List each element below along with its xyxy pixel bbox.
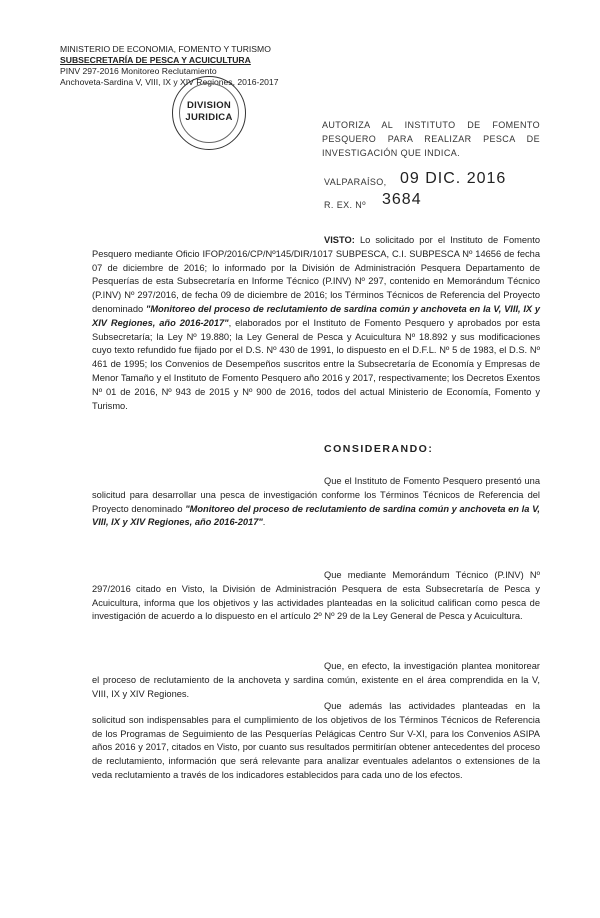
visto-text-2: , elaborados por el Instituto de Fomento Pesquero y aprobados por esta Subsecretaría; la Ley Nº 19.880; la Ley General de Pesca y Acuicultura Nº 18.892 y sus modificaciones cuyo texto refundido fue fijado por el D.S. Nº 430 de 1991, lo dispuesto en el D.F.L. Nº 5 de 1983, el D.S. Nº 461 de 1995; los Convenios de Desempeños suscritos entre la Subsecretaría de Economía y Empresas de Menor Tamaño y el Instituto de Fomento Pesquero año 2016 y 2017, respectivamente; los Decretos Exentos Nº 01 de 2016, Nº 943 de 2015 y Nº 900 de 2016, todos del actual Ministerio de Economía, Fomento y Turismo.: [92, 317, 541, 411]
division-juridica-seal: [172, 76, 246, 150]
rex-label: R. EX. Nº: [324, 200, 366, 210]
letterhead: [60, 44, 278, 88]
c3-text: Que, en efecto, la investigación plantea monitorear el proceso de reclutamiento de la anchoveta y sardina común, existente en el área comprendida en la V, VIII, IX y XIV Regiones.: [92, 661, 540, 699]
place-label: VALPARAÍSO,: [324, 177, 387, 187]
resolution-title: AUTORIZA AL INSTITUTO DE FOMENTO PESQUERO PARA REALIZAR PESCA DE INVESTIGACIÓN QUE INDICA.: [322, 120, 540, 158]
c4-text: Que además las actividades planteadas en la solicitud son indispensables para el cumplimiento de los objetivos de los Términos Técnicos de Referencia de los Programas de Seguimiento de las Pesquerías Pelágicas Centro Sur V-XI, para los Convenios ASIPA años 2016 y 2017, citados en Visto, por cuanto sus resultados permitirían obtener antecedentes del proceso de reclutamiento, información que será relevante para analizar eventuales adelantos o extensiones de la veda reclutamiento a través de los indicadores establecidos para cada uno de los efectos.: [92, 701, 540, 780]
reference-line-1: PINV 297-2016 Monitoreo Reclutamiento: [60, 66, 217, 76]
visto-paragraph: [92, 234, 540, 413]
visto-project-name: "Monitoreo del proceso de reclutamiento de sardina común y anchoveta en la V, VIII, IX y XIV Regiones, año 2016-2017": [92, 303, 541, 328]
considerando-paragraph-2: [92, 569, 540, 624]
considerando-heading: CONSIDERANDO:: [324, 443, 434, 455]
resolution-date: 09 DIC. 2016: [400, 170, 507, 187]
seal-text-line-2: JURIDICA: [185, 112, 233, 123]
considerando-paragraph-3: [92, 660, 540, 701]
c1-project-name: "Monitoreo del proceso de reclutamiento de sardina común y anchoveta en la V, VIII, IX y XIV Regiones, año 2016-2017": [92, 503, 541, 528]
seal-text-line-1: DIVISION: [186, 100, 232, 111]
reference-line-2: Anchoveta-Sardina V, VIII, IX y XIV Regiones, 2016-2017: [60, 77, 279, 87]
rex-number: 3684: [382, 191, 422, 208]
c1-text-1: Que el Instituto de Fomento Pesquero presentó una solicitud para desarrollar una pesca de investigación conforme los Términos Técnicos de Referencia del Proyecto denominado: [92, 476, 540, 514]
considerando-paragraph-4: [92, 700, 540, 783]
ministry-name: MINISTERIO DE ECONOMIA, FOMENTO Y TURISMO: [60, 44, 271, 54]
subsecretaria-name: SUBSECRETARÍA DE PESCA Y ACUICULTURA: [60, 55, 251, 65]
c1-text-2: .: [262, 517, 266, 528]
visto-text-1: Lo solicitado por el Instituto de Fomento Pesquero mediante Oficio IFOP/2016/CP/Nº145/DIR/1017 SUBPESCA, C.I. SUBPESCA Nº 14656 de fecha 07 de diciembre de 2016; lo informado por la División de Administración Pesquera Departamento de Pesquerías de esta Subsecretaría en Informe Técnico (P.INV) Nº 297, contenido en Memorándum Técnico (P.INV) Nº 297/2016, de fecha 09 de diciembre de 2016; los Términos Técnicos de Referencia del Proyecto denominado: [92, 235, 540, 314]
considerando-paragraph-1: [92, 475, 540, 530]
visto-label: VISTO:: [324, 235, 355, 245]
c2-text: Que mediante Memorándum Técnico (P.INV) Nº 297/2016 citado en Visto, la División de Administración Pesquera de esta Subsecretaría de Pesca y Acuicultura, informa que los objetivos y las actividades planteadas en la solicitud califican como pesca de investigación de acuerdo a lo dispuesto en el artículo 2º Nº 29 de la Ley General de Pesca y Acuicultura.: [92, 570, 540, 622]
